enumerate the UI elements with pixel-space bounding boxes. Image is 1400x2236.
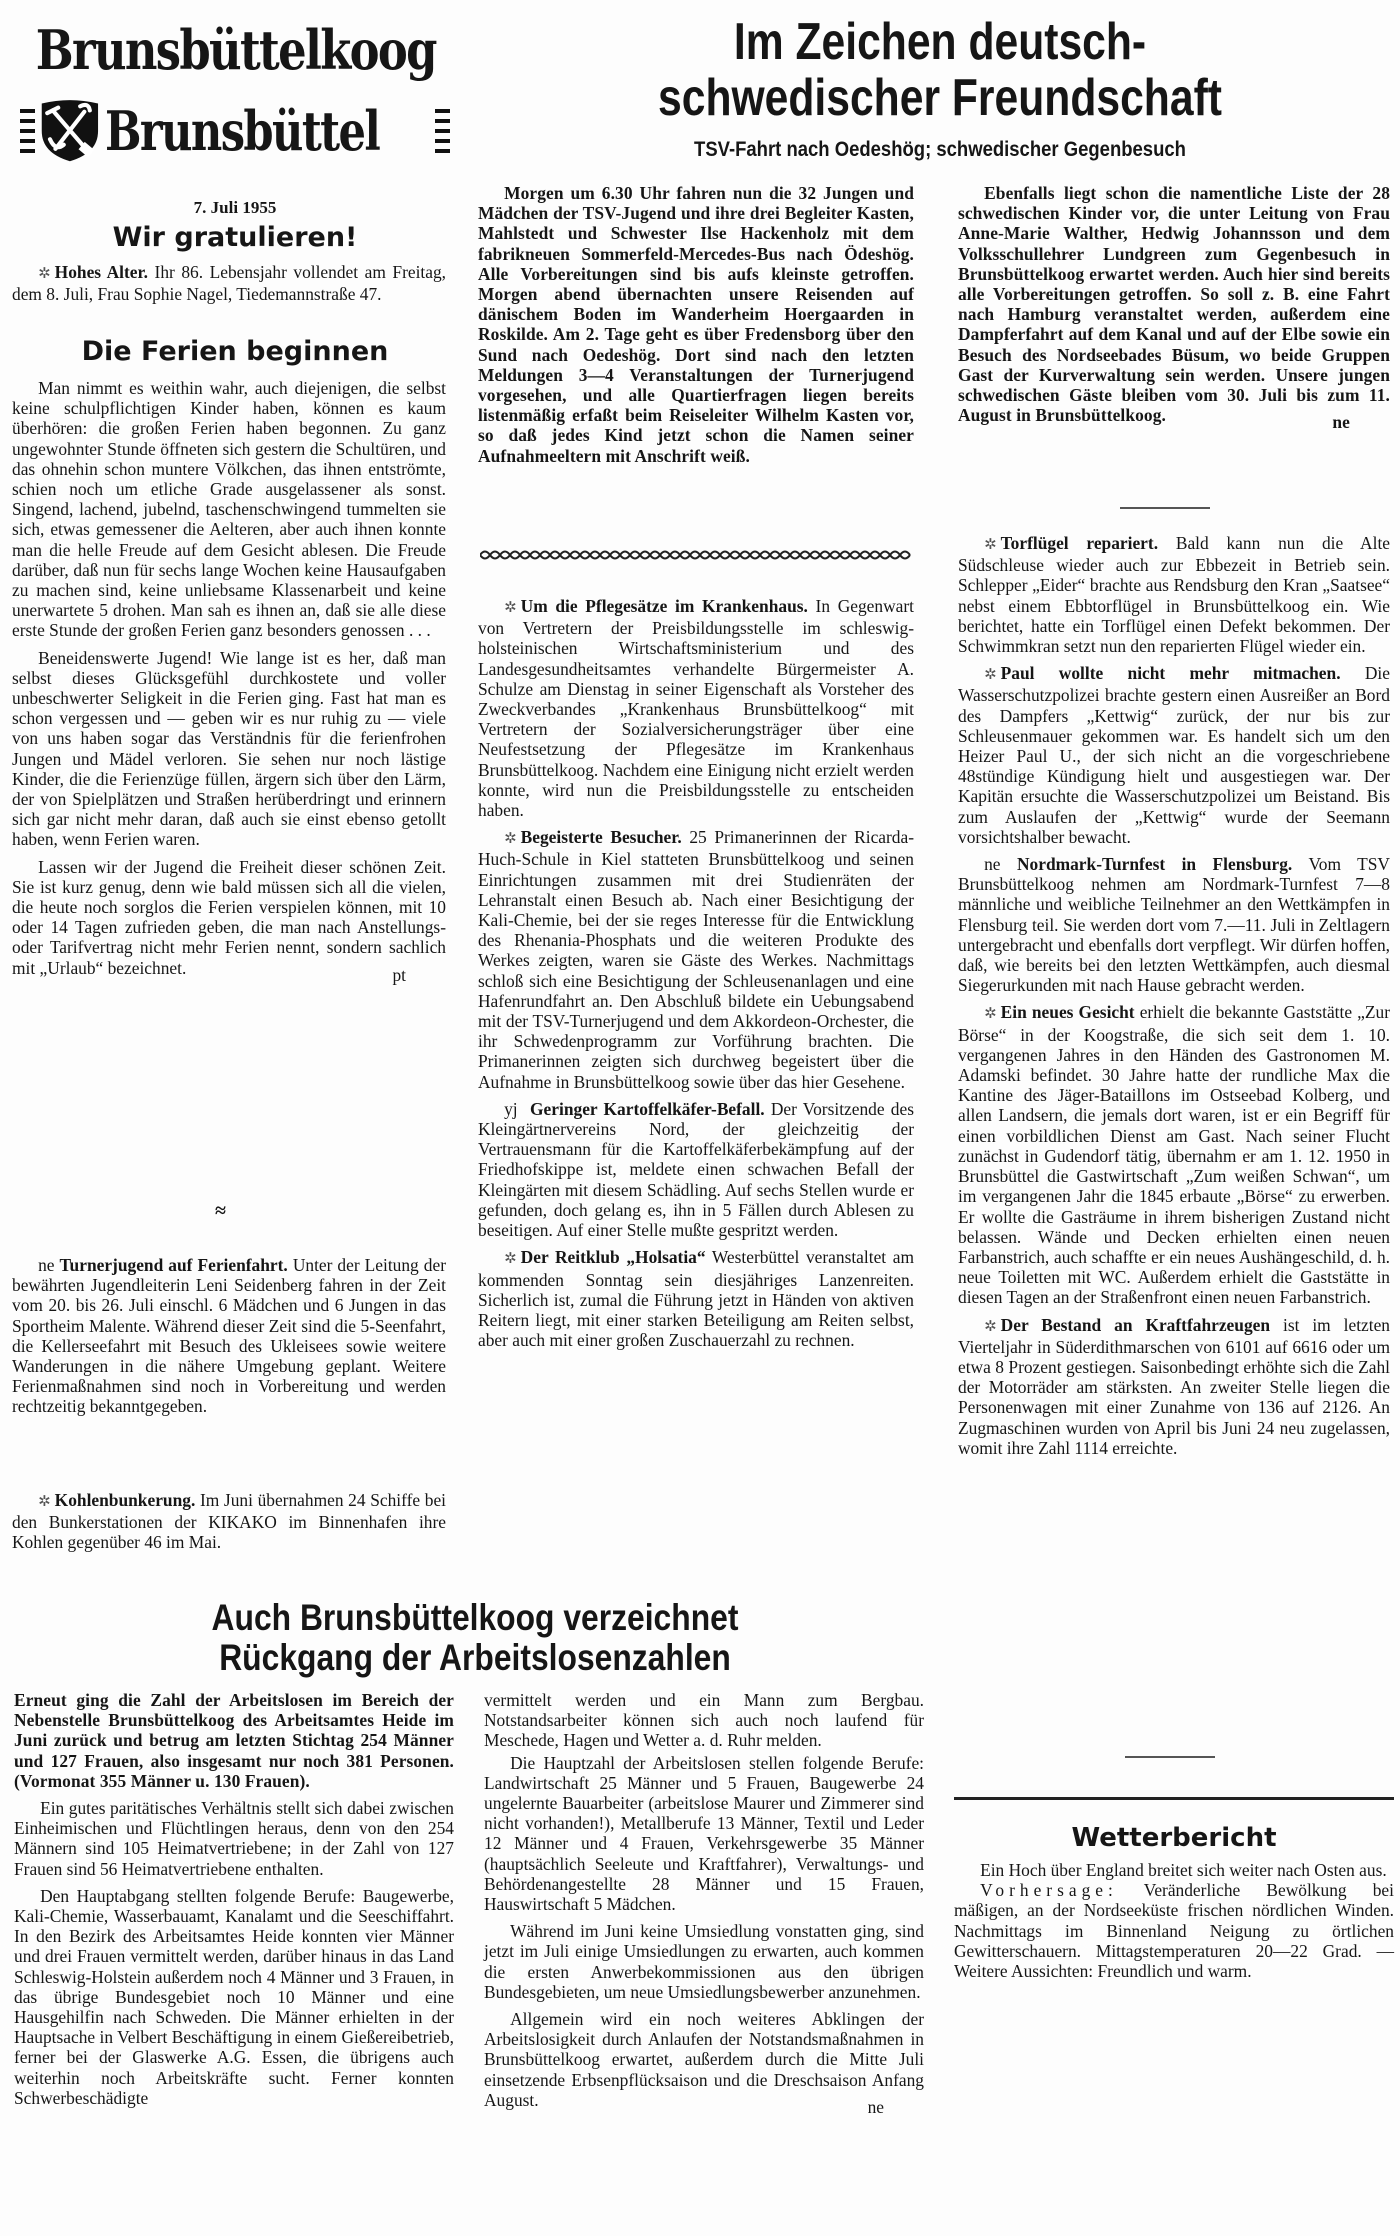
item-lead: Hohes Alter. bbox=[54, 262, 148, 282]
news-item bbox=[478, 1099, 914, 1240]
item-lead: Der Bestand an Kraftfahrzeugen bbox=[1000, 1314, 1271, 1335]
kohlen-item bbox=[12, 1490, 446, 1560]
item-prefix: yj bbox=[504, 1098, 518, 1119]
asterisk-marker-icon: ✲ bbox=[984, 537, 997, 553]
news-item bbox=[478, 827, 914, 1092]
item-lead: Ein neues Gesicht bbox=[1000, 1002, 1135, 1023]
item-lead: Um die Pflegesätze im Krankenhaus. bbox=[520, 596, 808, 616]
headline-line: Rückgang der Arbeitslosenzahlen bbox=[219, 1637, 731, 1678]
news-item bbox=[478, 1247, 914, 1350]
news-item bbox=[958, 1315, 1390, 1458]
ferien-heading: Die Ferien beginnen bbox=[81, 336, 389, 367]
short-rule bbox=[1120, 507, 1210, 509]
asterisk-marker-icon: ✲ bbox=[984, 667, 997, 684]
arbeitslose-headline bbox=[0, 1598, 950, 1678]
article-paragraph: Während im Juni keine Umsiedlung vonstatten ging, sind jetzt im Juli einige Umsiedlungen zu erwarten, auch kommen die ersten Anwerbekommissionen aus den übrigen Bundesgebieten, um neue Umsiedlungsbewerber anzunehmen. bbox=[484, 1921, 924, 2002]
schweden-headline bbox=[480, 14, 1400, 126]
article-paragraph: vermittelt werden und ein Mann zum Bergbau. Notstandsarbeiter können sich auch noch laufend für Meschede, Hagen und Wetter a. d. Ruhr melden. bbox=[484, 1690, 924, 1751]
article-paragraph: Ebenfalls liegt schon die namentliche Liste der 28 schwedischen Kinder vor, die unter Leitung von Frau Anne-Marie Walther, Hedwig Johannsson und dem Volksschullehrer Lundgreen zum Gegenbesuch in Brunsbüttelkoog erwartet werden. Auch hier sind bereits alle Vorbereitungen getroffen. So soll z. B. eine Fahrt nach Hamburg veranstaltet werden, außerdem eine Dampferfahrt auf dem Kanal und auf der Elbe sowie ein Besuch des Nordseebades Büsum, wo beide Gruppen Gast der Kurverwaltung sein werden. Unsere jungen schwedischen Gäste bleiben vom 30. Juli bis zum 11. August in Brunsbüttelkoog. bbox=[958, 183, 1390, 426]
article-paragraph: Allgemein wird ein noch weiteres Abklingen der Arbeitslosigkeit durch Anlaufen der Notstandsmaßnahmen in Brunsbüttelkoog erwartet, außerdem durch die Mitte Juli einsetzende Erbsenpflücksaison und die Dreschsaison Anfang August. bbox=[484, 2009, 924, 2110]
item-prefix: ne bbox=[38, 1255, 55, 1275]
wetter-report bbox=[954, 1860, 1394, 1988]
right-column bbox=[958, 533, 1390, 1465]
item-text: Ihr 86. Lebensjahr vollendet am Freitag, dem 8. Juli, Frau Sophie Nagel, Tiedemannstraße 47. bbox=[12, 262, 447, 305]
ribbon-left-icon bbox=[20, 109, 35, 153]
item-lead: Paul wollte nicht mehr mitmachen. bbox=[1000, 663, 1341, 684]
item-lead: Turnerjugend auf Ferienfahrt. bbox=[59, 1255, 288, 1275]
headline-line: Im Zeichen deutsch- bbox=[733, 13, 1147, 71]
item-lead: Geringer Kartoffelkäfer-Befall. bbox=[530, 1098, 765, 1119]
wetter-intro: Ein Hoch über England breitet sich weiter nach Osten aus. bbox=[980, 1860, 1387, 1880]
asterisk-marker-icon: ✲ bbox=[984, 1006, 997, 1023]
issue-date: 7. Juli 1955 bbox=[193, 198, 277, 217]
schweden-col2 bbox=[958, 183, 1390, 433]
item-lead: Der Reitklub „Holsatia“ bbox=[520, 1247, 706, 1268]
anchor-and-spade-crest-icon bbox=[39, 85, 101, 177]
item-text: Der Vorsitzende des Kleingärtnervereins Nord, der gleichzeitig der Vertrauensmann für die Kartoffelkäferbekämpfung auf der Friedhofskippe ist, meldete einen schwachen Befall der Kleingärten mit diesem Schädling. Auf sechs Stellen wurde er gefunden, doch gelang es, ihn in 5 Fällen durch Ablesen zu beseitigen. Auf einer Stelle mußte gespritzt werden. bbox=[478, 1098, 914, 1241]
section-rule bbox=[954, 1797, 1394, 1800]
item-lead: Torflügel repariert. bbox=[1000, 533, 1159, 553]
middle-column bbox=[478, 596, 914, 1357]
arbeitslose-col2 bbox=[484, 1690, 924, 2117]
article-paragraph: Ein gutes paritätisches Verhältnis stellt sich dabei zwischen Einheimischen und Flüchtlingen heraus, denn von den 254 Männern sind 105 Heimatvertriebene; in der Zahl von 127 Frauen sind 56 Heimatvertriebene enthalten. bbox=[14, 1798, 454, 1879]
ribbon-right-icon bbox=[435, 109, 450, 153]
article-paragraph: Den Hauptabgang stellten folgende Berufe: Baugewerbe, Kali-Chemie, Wasserbauamt, Kanalamt und die Seeschiffahrt. In den Bezirk des Arbeitsamtes Heide konnten vier Männer und drei Frauen vermittelt werden, darüber hinaus in das Land Schleswig-Holstein außerdem noch 4 Männer und 3 Frauen, in das übrige Bundesgebiet noch 10 Männer und eine Hausgehilfin nach Schweden. Die Männer erhielten in der Hauptsache in Velbert Beschäftigung in einem Gießereibetrieb, ferner bei der Glaswerke A.G. Essen, die übrigens auch weiterhin noch Arbeitskräfte sucht. Ferner konnten Schwerbeschädigte bbox=[14, 1885, 454, 2108]
article-paragraph: Beneidenswerte Jugend! Wie lange ist es her, daß man selbst dieses Glücksgefühl durchkostete und voller unbeschwerter Seligkeit in die Ferien ging. Fast hat man es schon vergessen und — geben wir es nur ruhig zu — viele von uns haben sogar das Verständnis für die ferienfrohen Jungen und Mädel verloren. Sie sehen nur noch lästige Kinder, die die Ferienzüge füllen, ärgern sich über den Lärm, der von Spielplätzen und Straßen herüberdringt und erinnern sich gar nicht mehr daran, daß auch sie einst ebenso getollt haben, wenn Ferien waren. bbox=[12, 647, 446, 850]
article-paragraph: Man nimmt es weithin wahr, auch diejenigen, die selbst keine schulpflichtigen Kinder haben, können es kaum überhören: die großen Ferien haben begonnen. Zu ganz ungewohnter Stunde öffneten sich gestern die Schultüren, und das ohnehin schon muntere Völkchen, das ihnen entströmte, schien noch um etliche Grade ausgelassener als sonst. Singend, lachend, jubelnd, taschenschwingend tummelten sie sich, etwas gemessener die Aelteren, aber auch ihnen konnte man die helle Freude auf dem Gesicht ablesen. Die Freude darüber, daß nun für sechs lange Wochen keine Hausaufgaben zu machen sind, keine unliebsame Klassenarbeit und keine unerwartete 5 drohen. Man sah es ihnen an, daß sie alle diese erste Stunde der großen Ferien ganz besonders genossen . . . bbox=[12, 378, 446, 641]
item-text: 25 Primanerinnen der Ricarda-Huch-Schule in Kiel statteten Brunsbüttelkoog und seinen Einrichtungen zusammen mit drei Studienräten der Lehranstalt einen Besuch ab. Nach einer Besichtigung der Kali-Chemie, bei der sie reges Interesse für die Entwicklung des Rhenania-Phosphats und die weiteren Produkte des Werkes zeigten, waren sie Gäste des Werkes. Nachmittags schloß sich eine Besichtigung der Schleusenanlagen und eine Hafenrundfahrt an. Den Abschluß bildete ein Uebungsabend mit der TSV-Turnerjugend und dem Akkordeon-Orchester, die ihr Schwedenprogramm zur Vorführung brachten. Die Primanerinnen zeigten sich durchweg begeistert über die Aufnahme in Brunsbüttelkoog sowie über das hier Gesehene. bbox=[478, 827, 915, 1092]
schweden-col1 bbox=[478, 183, 914, 473]
item-prefix: ne bbox=[984, 854, 1001, 875]
news-item bbox=[958, 854, 1390, 995]
news-item bbox=[958, 533, 1390, 656]
asterisk-marker-icon: ✲ bbox=[504, 831, 517, 848]
wetter-heading: Wetterbericht bbox=[1071, 1823, 1277, 1853]
article-paragraph: Morgen um 6.30 Uhr fahren nun die 32 Jungen und Mädchen der TSV-Jugend und ihre drei Begleiter Kasten, Mahlstedt und Schwester Ilse Hackenholz mit dem fabrikneuen Sommerfeld-Mercedes-Bus nach Ödeshög. Alle Vorbereitungen sind bis aufs kleinste getroffen. Morgen abend übernachten unsere Reisenden auf dänischem Boden im Wanderheim Hoergaarden in Roskilde. Am 2. Tage geht es über Fredensborg über den Sund nach Oedeshög. Dort sind nach den letzten Meldungen 3—4 Veranstaltungen der Turnerjugend vorgesehen, und alle Quartierfragen liegen bereits listenmäßig erfaßt beim Reiseleiter Wilhelm Kasten vor, so daß jedes Kind jetzt schon die Namen seiner Aufnahmeeltern mit Anschrift weiß. bbox=[478, 183, 914, 466]
headline-line: schwedischer Freundschaft bbox=[658, 69, 1222, 127]
item-text: In Gegenwart von Vertretern der Preisbildungsstelle im schleswig-holsteinischen Wirtschaftsministerium und des Landesgesundheitsamtes verhandelte Bürgermeister A. Schulze am Dienstag in seiner Eigenschaft als Vorsteher des Zweckverbandes „Krankenhaus Brunsbüttelkoog“ mit Vertretern der Sozialversicherungsträger über eine Neufestsetzung der Pflegesätze im Krankenhaus Brunsbüttelkoog. Nachdem eine Einigung nicht erzielt werden konnte, wird nun die Preisbildungsstelle zu entscheiden haben. bbox=[478, 596, 914, 821]
forecast-text: Veränderliche Bewölkung bei mäßigen, an der Nordseeküste frischen nördlichen Winden. Nachmittags im Binnenland Neigung zu örtlichen Gewitterschauern. Mittagstemperaturen 20—22 Grad. — Weitere Aussichten: Freundlich und warm. bbox=[954, 1880, 1394, 1982]
arbeitslose-col1 bbox=[14, 1690, 454, 2115]
section-separator: ≈ bbox=[215, 1200, 226, 1222]
asterisk-marker-icon: ✲ bbox=[38, 266, 51, 282]
wave-divider-icon bbox=[480, 548, 916, 562]
item-text: Bald kann nun die Alte Südschleuse wieder auch zur Ebbezeit in Betrieb sein. Schlepper „Eider“ brachte aus Rendsburg den Kran „Saatsee“ nebst einem Ebbtorflügel in Brunsbüttelkoog ein. Wie berichtet, hatte ein Torflügel einen Defekt bekommen. Der Schwimmkran setzt nun den reparierten Flügel wieder ein. bbox=[958, 533, 1390, 657]
asterisk-marker-icon: ✲ bbox=[504, 1251, 517, 1268]
news-item bbox=[958, 663, 1390, 847]
author-signature: pt bbox=[392, 964, 406, 985]
asterisk-marker-icon: ✲ bbox=[38, 1494, 51, 1510]
masthead-subtitle: Brunsbüttel bbox=[104, 99, 380, 163]
item-lead: Begeisterte Besucher. bbox=[520, 827, 682, 848]
item-lead: Kohlenbunkerung. bbox=[54, 1490, 196, 1510]
news-item bbox=[958, 1002, 1390, 1307]
item-text: erhielt die bekannte Gaststätte „Zur Börse“ in der Koogstraße, die sich seit dem 1. 10. vergangenen Jahres in den Händen des Gastronomen M. Adamski befindet. 30 Jahre hatte der rundliche Max die Kantine des Jäger-Bataillons im Ostseebad Kolberg, und allen Landsern, die jemals dort waren, ist er ein Begriff für einen vorbildlichen Dienst am Gast. Nach seiner Flucht zunächst in Gudendorf tätig, übernahm er am 1. 12. 1950 in Brunsbüttel die Gastwirtschaft „Zum weißen Schwan“, um im vergangenen Jahr die 1845 erbaute „Börse“ zu erwerben. Er wollte die Gasträume in ihrem bisherigen Zustand nicht belassen. Wände und Decken erhielten einen neuen Farbanstrich, auch schaffte er ein neues Aushängeschild, d. h. neue Toiletten mit WC. Außerdem erhielt die Gaststätte in diesen Tagen an der Straßenfront einen neuen Farbanstrich. bbox=[958, 1002, 1390, 1308]
headline-line: Auch Brunsbüttelkoog verzeichnet bbox=[211, 1597, 739, 1638]
gratulation-item bbox=[12, 262, 446, 311]
item-text: Die Wasserschutzpolizei brachte gestern einen Ausreißer an Bord des Dampfers „Kettwig“ zurück, der nur bis zur Schleusenmauer gekommen war. Es handelt sich um den Heizer Paul U., der sich nicht an die vorgeschriebene 48stündige Kündigung hielt und ausgestiegen war. Der Kapitän ersuchte die Wasserschutzpolizei um Beistand. Bis zum Auslaufen der „Kettwig“ wurde der Seemann vorsichtshalber bewacht. bbox=[958, 663, 1390, 847]
forecast-label: Vorhersage: bbox=[980, 1880, 1118, 1901]
masthead bbox=[20, 18, 450, 193]
schweden-subheading: TSV-Fahrt nach Oedeshög; schwedischer Gegenbesuch bbox=[694, 138, 1186, 161]
news-item bbox=[478, 596, 914, 820]
turnerjugend-item bbox=[12, 1255, 446, 1424]
ferien-article bbox=[12, 378, 446, 985]
article-paragraph: Lassen wir der Jugend die Freiheit dieser schönen Zeit. Sie ist kurz genug, denn wie bald müssen sich all die vielen, die heute noch sorglos die Ferien verspielen können, mit 10 oder 14 Tagen zufrieden geben, die man nach Anstellungs- oder Tarifvertrag nicht mehr Ferien nennt, sondern sachlich mit „Urlaub“ bezeichnet. bbox=[12, 856, 446, 978]
item-text: Westerbüttel veranstaltet am kommenden Sonntag sein diesjähriges Lanzenreiten. Sicherlich ist, zumal die Führung jetzt in Händen von aktiven Reitern liegt, mit einer starken Beteiligung am Reiten selbst, aber auch mit einer großen Zuschauerzahl zu rechnen. bbox=[478, 1247, 914, 1351]
item-lead: Nordmark-Turnfest in Flensburg. bbox=[1016, 854, 1293, 875]
asterisk-marker-icon: ✲ bbox=[984, 1318, 997, 1335]
item-text: Vom TSV Brunsbüttelkoog nehmen am Nordmark-Turnfest 7—8 männliche und weibliche Teilnehmer an den Wettkämpfen in Flensburg teil. Sie werden dort vom 7.—11. Juli in Zeltlagern untergebracht und ebenfalls dort verpflegt. Wir dürfen hoffen, daß, wie bereits bei den letzten Wettkämpfen, auch diesmal Siegerurkunden mit nach Hause gebracht werden. bbox=[958, 854, 1390, 996]
item-text: Unter der Leitung der bewährten Jugendleiterin Leni Seidenberg fahren in der Zeit vom 20. bis 26. Juli einschl. 6 Mädchen und 6 Jungen in das Sportheim Malente. Während dieser Zeit sind die 5-Seenfahrt, die Kellerseefahrt mit Besuch des Ukleisees sowie weitere Wanderungen in die nähere Umgebung geplant. Weitere Ferienmaßnahmen sind noch in Vorbereitung und werden rechtzeitig bekanntgegeben. bbox=[12, 1255, 446, 1417]
short-rule bbox=[1125, 1756, 1215, 1758]
author-signature: ne bbox=[867, 2097, 884, 2118]
item-text: Im Juni übernahmen 24 Schiffe bei den Bunkerstationen der KIKAKO im Binnenhafen ihre Kohlen gegenüber 46 im Mai. bbox=[12, 1490, 446, 1553]
author-signature: ne bbox=[1332, 412, 1350, 433]
gratulation-heading: Wir gratulieren! bbox=[112, 222, 358, 253]
article-paragraph: Die Hauptzahl der Arbeitslosen stellen folgende Berufe: Landwirtschaft 25 Männer und 5 Frauen, Baugewerbe 24 ungelernte Bauarbeiter (arbeitslose Maurer und Zimmerer sind nicht vorhanden!), Metallberufe 13 Männer, Textil und Leder 12 Männer und 4 Frauen, Verkehrsgewerbe 35 Männer (hauptsächlich Seeleute und Kraftfahrer), Verwaltungs- und Behördenangestellte 28 Männer und 15 Frauen, Hauswirtschaft 5 Mädchen. bbox=[484, 1752, 924, 1915]
asterisk-marker-icon: ✲ bbox=[504, 600, 517, 616]
item-text: ist im letzten Vierteljahr in Süderdithmarschen von 6101 auf 6616 oder um etwa 8 Prozent gestiegen. Saisonbedingt erhöhte sich die Zahl der Motorräder am stärksten. An zweiter Stelle liegen die Personenwagen mit einer Zunahme von 136 auf 2126. An Zugmaschinen wurden von April bis Juni 24 neu zugelassen, womit ihre Zahl 1114 erreichte. bbox=[958, 1314, 1390, 1458]
lead-paragraph: Erneut ging die Zahl der Arbeitslosen im Bereich der Nebenstelle Brunsbüttelkoog des Arbeitsamtes Heide im Juni zurück und betrug am letzten Stichtag 254 Männer und 127 Frauen, also insgesamt nur noch 381 Personen. (Vormonat 355 Männer u. 130 Frauen). bbox=[14, 1690, 454, 1791]
masthead-title: Brunsbüttelkoog bbox=[35, 18, 436, 82]
